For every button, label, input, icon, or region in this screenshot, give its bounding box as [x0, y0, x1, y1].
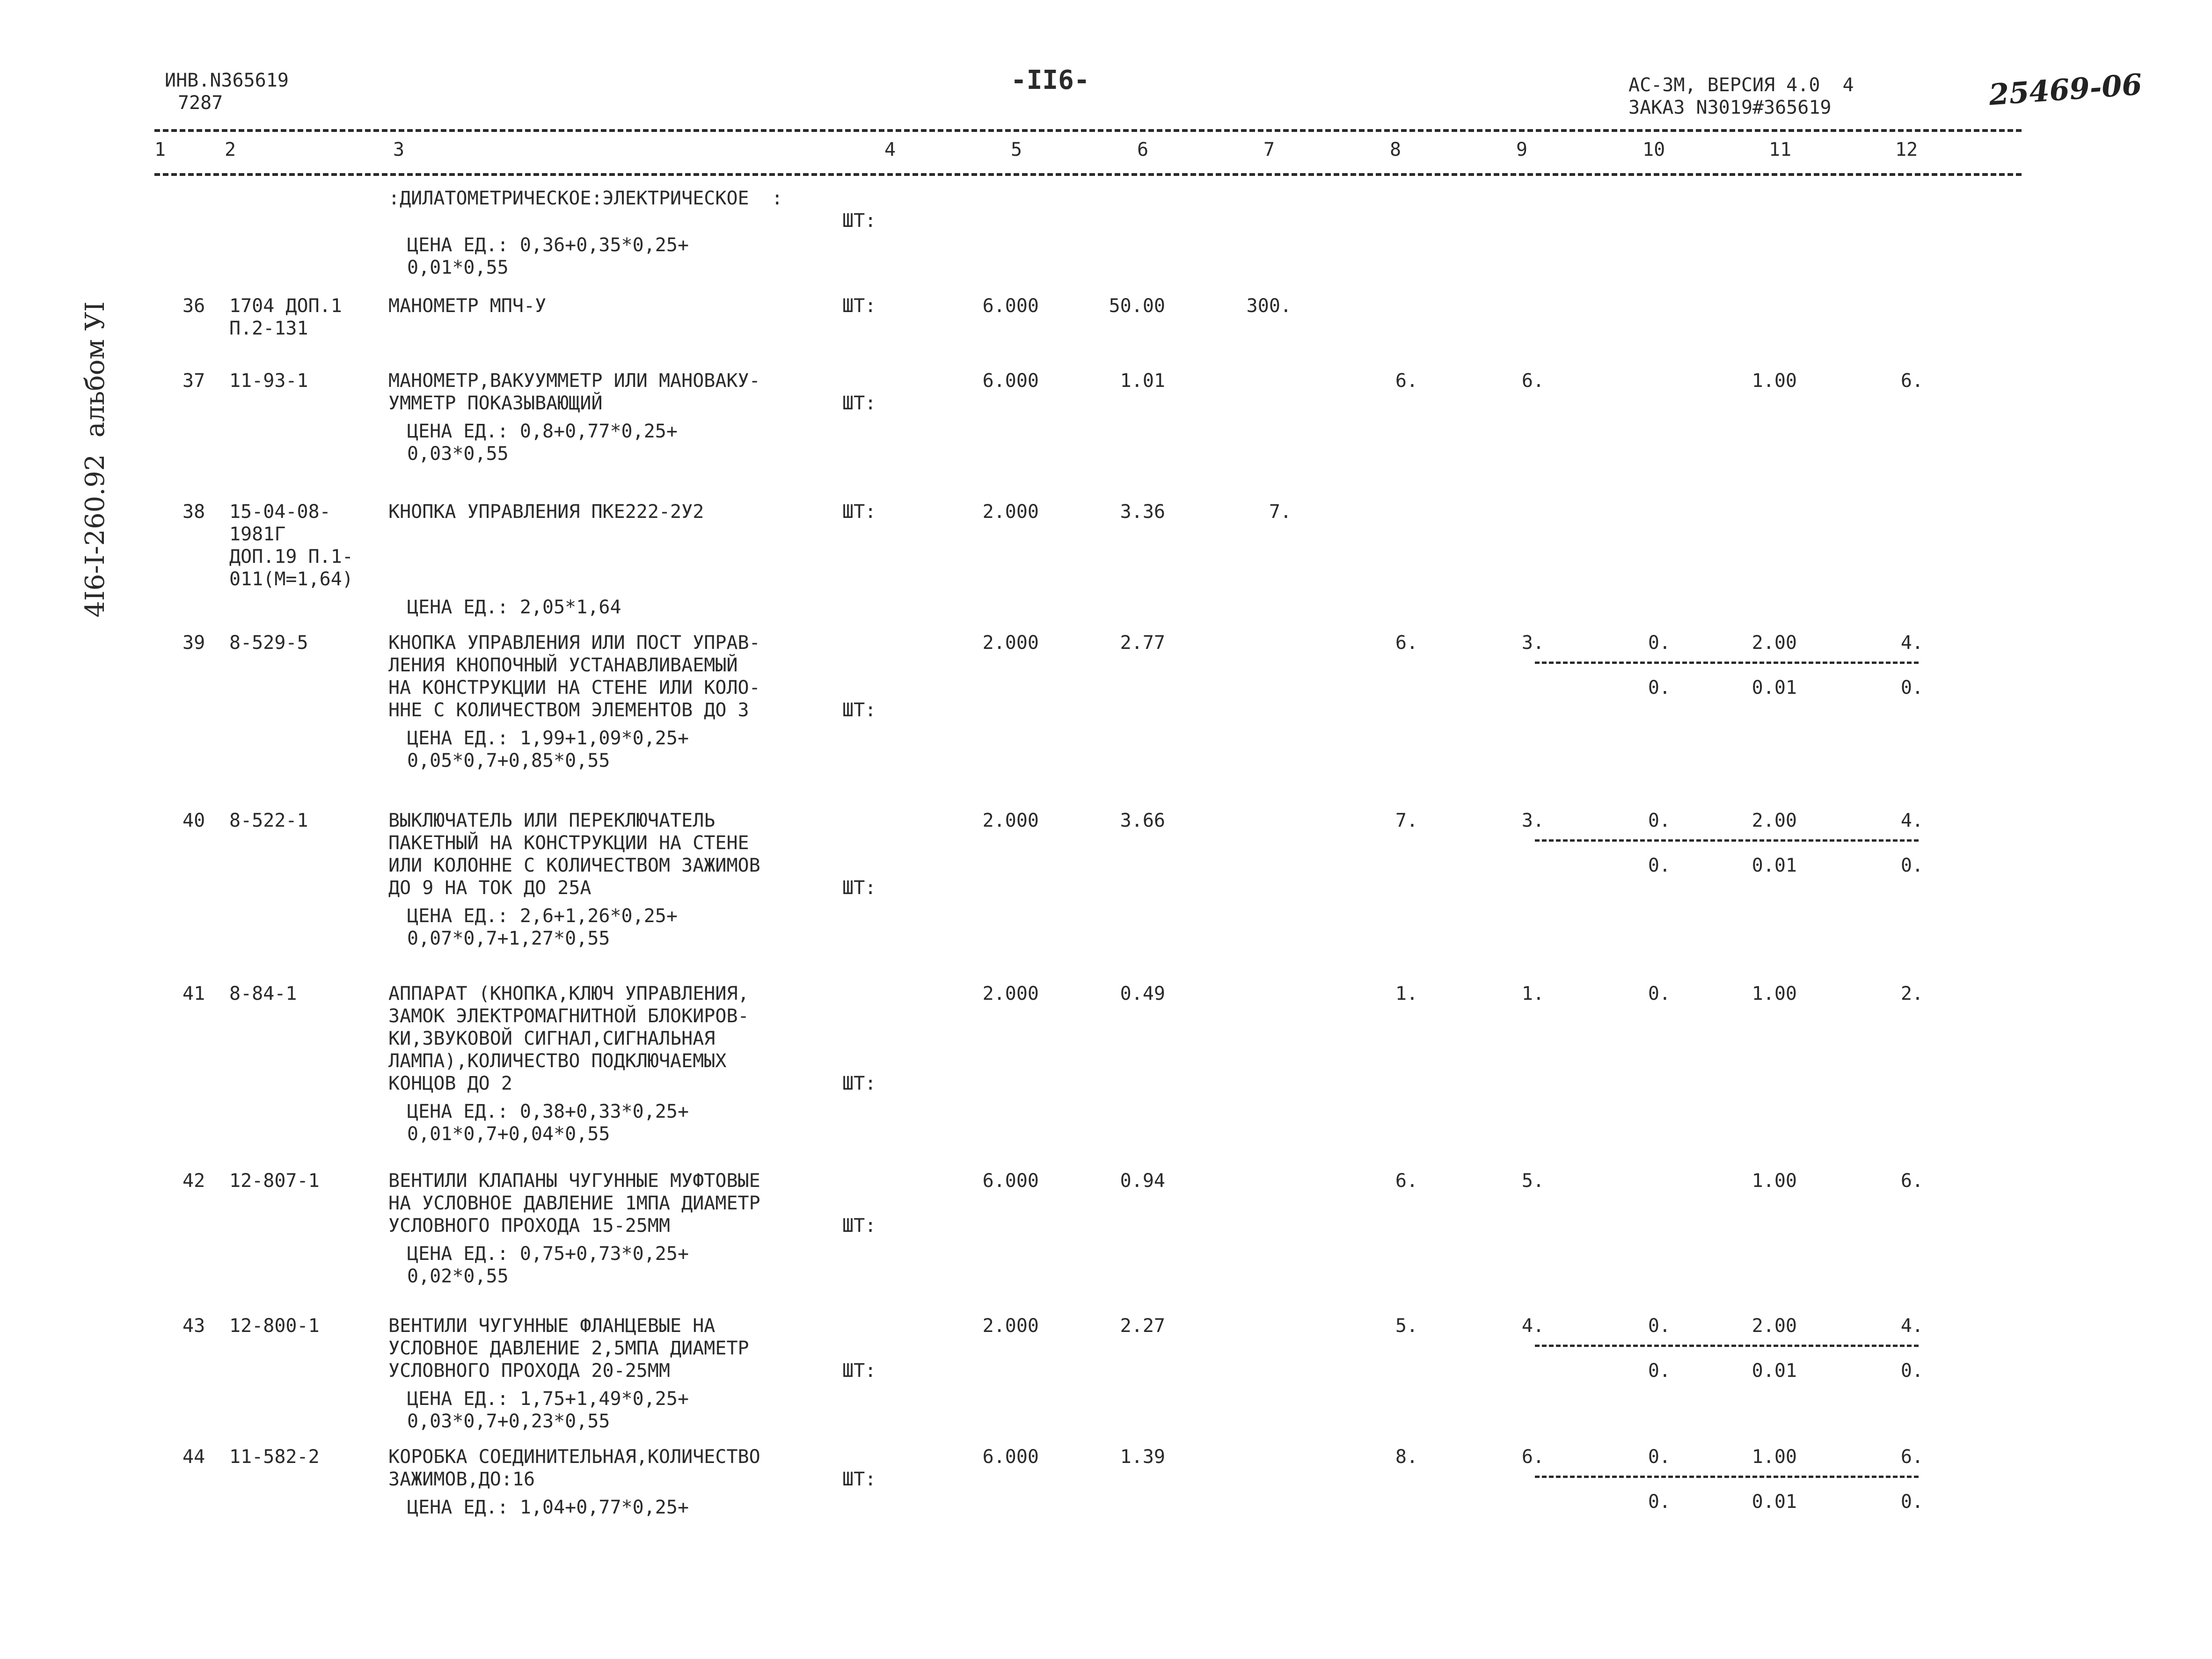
- row-description: МАНОМЕТР МПЧ-У: [388, 295, 547, 317]
- column-header: 7: [1263, 139, 1275, 160]
- row-c4: 6.000: [982, 370, 1039, 392]
- header-top-rule: [154, 129, 2022, 132]
- row-unit: ШТ:: [842, 393, 876, 414]
- row-c4: 2.000: [982, 983, 1039, 1004]
- row-unit: ШТ:: [842, 699, 876, 721]
- row-code: 8-529-5: [229, 632, 308, 654]
- header-bottom-rule: [154, 173, 2022, 176]
- row-c7: 7.: [1395, 810, 1418, 831]
- row-description: КИ,ЗВУКОВОЙ СИГНАЛ,СИГНАЛЬНАЯ: [388, 1028, 715, 1049]
- row-c10: 1.00: [1752, 1446, 1797, 1468]
- row-c6: 7.: [1269, 501, 1292, 523]
- row-c10: 2.00: [1752, 632, 1797, 654]
- row-number: 43: [183, 1315, 205, 1337]
- row-c10: 1.00: [1752, 370, 1797, 392]
- row-sub-c9: 0.: [1648, 855, 1671, 876]
- row-price: ЦЕНА ЕД.: 0,8+0,77*0,25+: [407, 421, 678, 442]
- row-c8: 5.: [1521, 1170, 1544, 1192]
- row-c5: 0.49: [1120, 983, 1165, 1004]
- row-description: КНОПКА УПРАВЛЕНИЯ ИЛИ ПОСТ УПРАВ-: [388, 632, 760, 654]
- inventory-sub: 7287: [178, 92, 223, 114]
- row-c7: 1.: [1395, 983, 1418, 1004]
- row-c11: 6.: [1900, 1170, 1923, 1192]
- continuation-price: 0,01*0,55: [407, 257, 509, 278]
- row-description: ВЕНТИЛИ ЧУГУННЫЕ ФЛАНЦЕВЫЕ НА: [388, 1315, 715, 1337]
- row-description: УСЛОВНОГО ПРОХОДА 20-25ММ: [388, 1360, 671, 1382]
- column-header: 3: [393, 139, 405, 160]
- row-price: 0,03*0,7+0,23*0,55: [407, 1411, 610, 1432]
- row-c9: 0.: [1648, 810, 1671, 831]
- row-description: НА УСЛОВНОЕ ДАВЛЕНИЕ 1МПА ДИАМЕТР: [388, 1193, 760, 1214]
- row-c11: 4.: [1900, 1315, 1923, 1337]
- row-c8: 3.: [1521, 810, 1544, 831]
- side-note: 4I6-I-260.92 альбом УI: [80, 301, 110, 618]
- row-description: ИЛИ КОЛОННЕ С КОЛИЧЕСТВОМ ЗАЖИМОВ: [388, 855, 760, 876]
- row-c8: 4.: [1521, 1315, 1544, 1337]
- row-code: 15-04-08-: [229, 501, 331, 523]
- row-c8: 6.: [1521, 1446, 1544, 1468]
- row-c8: 1.: [1521, 983, 1544, 1004]
- row-description: ННЕ С КОЛИЧЕСТВОМ ЭЛЕМЕНТОВ ДО 3: [388, 699, 749, 721]
- row-number: 39: [183, 632, 205, 654]
- row-number: 37: [183, 370, 205, 392]
- row-c9: 0.: [1648, 1315, 1671, 1337]
- column-header: 5: [1011, 139, 1022, 160]
- column-header: 8: [1390, 139, 1402, 160]
- row-c5: 1.01: [1120, 370, 1165, 392]
- row-sub-c11: 0.: [1900, 677, 1923, 699]
- column-header-row: [154, 140, 2022, 159]
- row-code: 1704 ДОП.1: [229, 295, 342, 317]
- row-sub-c10: 0.01: [1752, 1360, 1797, 1382]
- continuation-unit: ШТ:: [842, 210, 876, 232]
- inventory-number: ИНВ.N365619: [165, 70, 289, 91]
- row-sub-c11: 0.: [1900, 1491, 1923, 1513]
- row-sub-c10: 0.01: [1752, 1491, 1797, 1513]
- row-unit: ШТ:: [842, 1469, 876, 1490]
- row-c4: 2.000: [982, 810, 1039, 831]
- row-price: ЦЕНА ЕД.: 2,05*1,64: [407, 597, 621, 618]
- column-header: 10: [1643, 139, 1665, 160]
- row-description: МАНОМЕТР,ВАКУУММЕТР ИЛИ МАНОВАКУ-: [388, 370, 760, 392]
- row-description: ПАКЕТНЫЙ НА КОНСТРУКЦИИ НА СТЕНЕ: [388, 832, 749, 854]
- row-c5: 1.39: [1120, 1446, 1165, 1468]
- row-code: ДОП.19 П.1-: [229, 546, 353, 568]
- row-price: ЦЕНА ЕД.: 1,99+1,09*0,25+: [407, 728, 689, 749]
- row-c7: 5.: [1395, 1315, 1418, 1337]
- row-c5: 2.27: [1120, 1315, 1165, 1337]
- row-unit: ШТ:: [842, 1215, 876, 1237]
- row-c5: 2.77: [1120, 632, 1165, 654]
- row-c7: 6.: [1395, 1170, 1418, 1192]
- row-price: ЦЕНА ЕД.: 1,75+1,49*0,25+: [407, 1388, 689, 1410]
- row-price: 0,01*0,7+0,04*0,55: [407, 1123, 610, 1145]
- row-c9: 0.: [1648, 632, 1671, 654]
- row-code: 8-522-1: [229, 810, 308, 831]
- row-description: НА КОНСТРУКЦИИ НА СТЕНЕ ИЛИ КОЛО-: [388, 677, 760, 699]
- row-description: УСЛОВНОЕ ДАВЛЕНИЕ 2,5МПА ДИАМЕТР: [388, 1338, 749, 1359]
- row-c11: 4.: [1900, 632, 1923, 654]
- row-c4: 6.000: [982, 1446, 1039, 1468]
- row-price: ЦЕНА ЕД.: 0,75+0,73*0,25+: [407, 1243, 689, 1265]
- row-c10: 2.00: [1752, 810, 1797, 831]
- row-c4: 2.000: [982, 501, 1039, 523]
- row-c9: 0.: [1648, 983, 1671, 1004]
- row-code: 8-84-1: [229, 983, 297, 1004]
- row-c11: 4.: [1900, 810, 1923, 831]
- row-description: ВЫКЛЮЧАТЕЛЬ ИЛИ ПЕРЕКЛЮЧАТЕЛЬ: [388, 810, 715, 831]
- row-price: 0,03*0,55: [407, 443, 509, 465]
- row-code: 12-807-1: [229, 1170, 320, 1192]
- row-code: 11-582-2: [229, 1446, 320, 1468]
- row-number: 36: [183, 295, 205, 317]
- row-code: 011(М=1,64): [229, 568, 353, 590]
- row-c11: 6.: [1900, 1446, 1923, 1468]
- row-price: 0,05*0,7+0,85*0,55: [407, 750, 610, 771]
- row-price: ЦЕНА ЕД.: 0,38+0,33*0,25+: [407, 1101, 689, 1122]
- handwritten-number: 25469-06: [1987, 67, 2143, 112]
- row-c9: 0.: [1648, 1446, 1671, 1468]
- subtotal-rule: [1535, 1345, 1919, 1347]
- row-c11: 6.: [1900, 370, 1923, 392]
- column-header: 4: [884, 139, 896, 160]
- row-code: 11-93-1: [229, 370, 308, 392]
- column-header: 12: [1895, 139, 1918, 160]
- row-sub-c9: 0.: [1648, 1491, 1671, 1513]
- continuation-text: :ДИЛАТОМЕТРИЧЕСКОЕ:ЭЛЕКТРИЧЕСКОЕ :: [388, 188, 783, 209]
- row-sub-c9: 0.: [1648, 1360, 1671, 1382]
- row-code: 1981Г: [229, 524, 286, 545]
- column-header: 9: [1516, 139, 1528, 160]
- row-description: ЗАЖИМОВ,ДО:16: [388, 1469, 535, 1490]
- row-c7: 6.: [1395, 632, 1418, 654]
- row-sub-c10: 0.01: [1752, 677, 1797, 699]
- order-number: ЗАКАЗ N3019#365619: [1628, 97, 1832, 118]
- program-version: АС-3М, ВЕРСИЯ 4.0 4: [1628, 74, 1854, 96]
- row-c4: 6.000: [982, 295, 1039, 317]
- row-description: КОРОБКА СОЕДИНИТЕЛЬНАЯ,КОЛИЧЕСТВО: [388, 1446, 760, 1468]
- subtotal-rule: [1535, 1476, 1919, 1478]
- row-sub-c11: 0.: [1900, 1360, 1923, 1382]
- row-price: ЦЕНА ЕД.: 2,6+1,26*0,25+: [407, 905, 678, 927]
- row-c5: 50.00: [1109, 295, 1165, 317]
- row-unit: ШТ:: [842, 877, 876, 899]
- column-header: 1: [154, 139, 166, 160]
- row-sub-c9: 0.: [1648, 677, 1671, 699]
- row-c10: 2.00: [1752, 1315, 1797, 1337]
- row-c11: 2.: [1900, 983, 1923, 1004]
- row-unit: ШТ:: [842, 1073, 876, 1094]
- row-code: 12-800-1: [229, 1315, 320, 1337]
- row-description: ЛЕНИЯ КНОПОЧНЫЙ УСТАНАВЛИВАЕМЫЙ: [388, 655, 738, 676]
- column-header: 2: [225, 139, 236, 160]
- row-number: 38: [183, 501, 205, 523]
- row-description: ЗАМОК ЭЛЕКТРОМАГНИТНОЙ БЛОКИРОВ-: [388, 1005, 749, 1027]
- row-c4: 6.000: [982, 1170, 1039, 1192]
- row-c8: 3.: [1521, 632, 1544, 654]
- row-description: ДО 9 НА ТОК ДО 25А: [388, 877, 591, 899]
- row-description: КНОПКА УПРАВЛЕНИЯ ПКЕ222-2У2: [388, 501, 704, 523]
- row-number: 40: [183, 810, 205, 831]
- row-price: 0,02*0,55: [407, 1266, 509, 1287]
- row-c8: 6.: [1521, 370, 1544, 392]
- row-number: 44: [183, 1446, 205, 1468]
- row-price: 0,07*0,7+1,27*0,55: [407, 928, 610, 949]
- row-number: 41: [183, 983, 205, 1004]
- row-unit: ШТ:: [842, 501, 876, 523]
- row-c5: 0.94: [1120, 1170, 1165, 1192]
- row-c7: 8.: [1395, 1446, 1418, 1468]
- row-description: АППАРАТ (КНОПКА,КЛЮЧ УПРАВЛЕНИЯ,: [388, 983, 749, 1004]
- row-c6: 300.: [1246, 295, 1292, 317]
- row-sub-c10: 0.01: [1752, 855, 1797, 876]
- row-unit: ШТ:: [842, 1360, 876, 1382]
- row-c4: 2.000: [982, 1315, 1039, 1337]
- row-c5: 3.36: [1120, 501, 1165, 523]
- row-description: УММЕТР ПОКАЗЫВАЮЩИЙ: [388, 393, 603, 414]
- row-c10: 1.00: [1752, 1170, 1797, 1192]
- row-description: ЛАМПА),КОЛИЧЕСТВО ПОДКЛЮЧАЕМЫХ: [388, 1050, 727, 1072]
- row-price: ЦЕНА ЕД.: 1,04+0,77*0,25+: [407, 1497, 689, 1518]
- continuation-price: ЦЕНА ЕД.: 0,36+0,35*0,25+: [407, 234, 689, 256]
- row-code: П.2-131: [229, 318, 308, 339]
- row-c10: 1.00: [1752, 983, 1797, 1004]
- row-description: КОНЦОВ ДО 2: [388, 1073, 512, 1094]
- column-header: 11: [1769, 139, 1792, 160]
- row-c5: 3.66: [1120, 810, 1165, 831]
- row-description: ВЕНТИЛИ КЛАПАНЫ ЧУГУННЫЕ МУФТОВЫЕ: [388, 1170, 760, 1192]
- row-number: 42: [183, 1170, 205, 1192]
- row-sub-c11: 0.: [1900, 855, 1923, 876]
- page-number: -II6-: [1011, 65, 1090, 95]
- subtotal-rule: [1535, 662, 1919, 664]
- table-body: [154, 182, 2022, 1586]
- row-c7: 6.: [1395, 370, 1418, 392]
- row-c4: 2.000: [982, 632, 1039, 654]
- row-unit: ШТ:: [842, 295, 876, 317]
- column-header: 6: [1137, 139, 1149, 160]
- row-description: УСЛОВНОГО ПРОХОДА 15-25ММ: [388, 1215, 671, 1237]
- subtotal-rule: [1535, 839, 1919, 842]
